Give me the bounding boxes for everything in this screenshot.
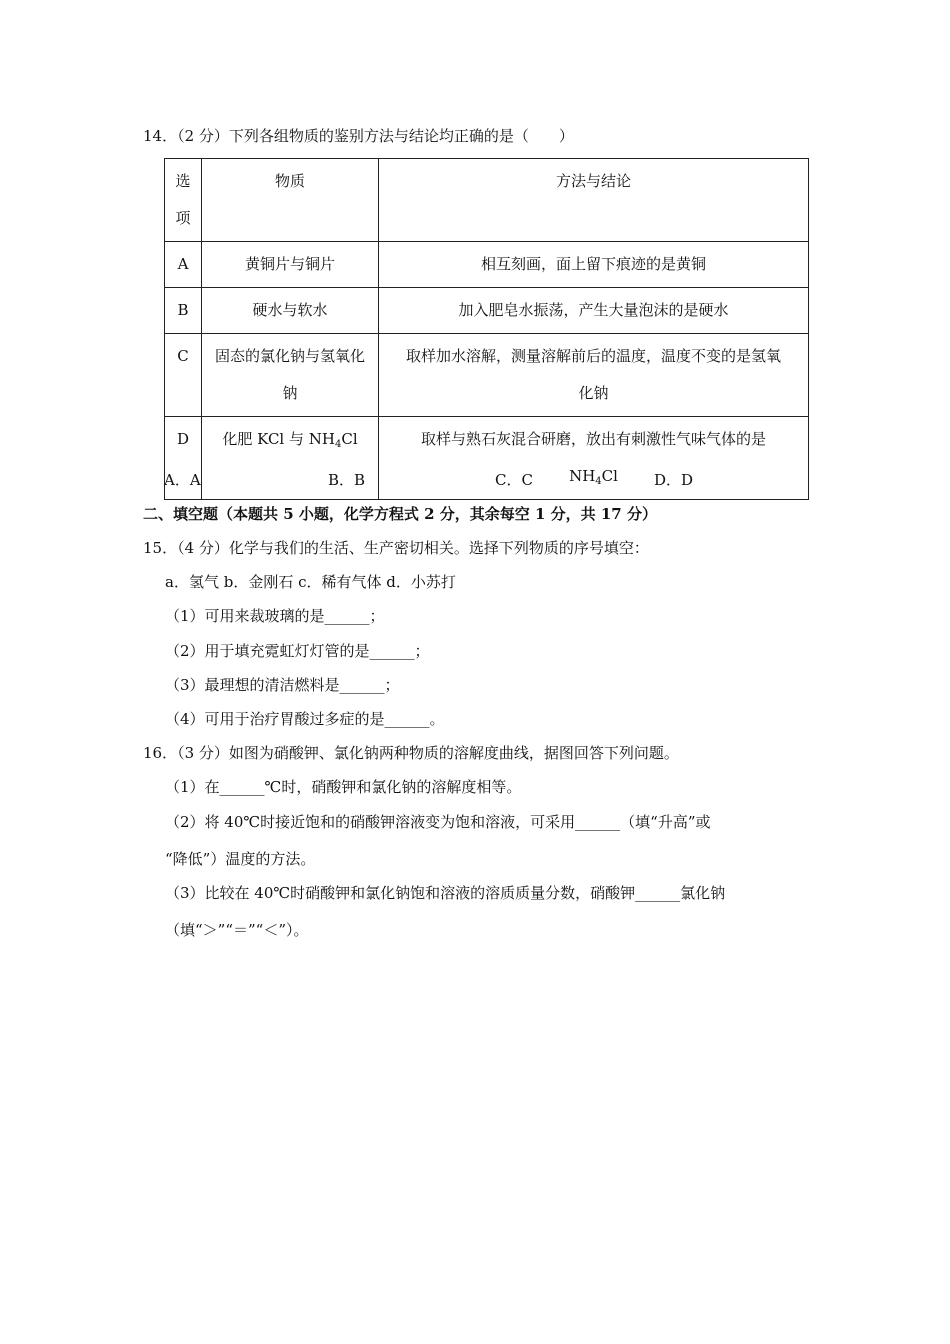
header-option <box>165 159 202 242</box>
formula-text: NH <box>569 467 596 485</box>
q15-item-4: （4）可用于治疗胃酸过多症的是______。 <box>165 710 445 728</box>
q16-stem: 16．（3 分）如图为硝酸钾、氯化钠两种物质的溶解度曲线，据图回答下列问题。 <box>143 744 679 762</box>
header-option-line2: 项 <box>175 209 191 227</box>
row-method-line2: 化钠 <box>578 384 609 402</box>
row-material-text-end: Cl <box>341 430 358 448</box>
table-row <box>165 334 809 417</box>
row-method: 加入肥皂水振荡，产生大量泡沫的是硬水 <box>379 288 809 334</box>
q16-item-2-line2: “降低”）温度的方法。 <box>165 850 316 868</box>
header-material-text: 物质 <box>274 172 305 190</box>
header-option-line1: 选 <box>175 172 191 190</box>
choice-d[interactable]: D．D <box>654 471 694 489</box>
q14-table <box>164 158 809 500</box>
row-material: 硬水与软水 <box>202 288 379 334</box>
row-material-line1: 固态的氯化钠与氢氧化 <box>214 347 365 365</box>
subscript: 4 <box>595 476 602 487</box>
row-option: D <box>165 417 202 500</box>
table-header-row <box>165 159 809 242</box>
row-method-line1: 取样与熟石灰混合研磨，放出有刺激性气味气体的是 <box>420 430 766 448</box>
row-option: B <box>165 288 202 334</box>
row-method <box>379 334 809 417</box>
q16-item-2-line1: （2）将 40℃时接近饱和的硝酸钾溶液变为饱和溶液，可采用______（填“升高”或 <box>165 813 711 831</box>
q14-stem: 14．（2 分）下列各组物质的鉴别方法与结论均正确的是（ ） <box>143 127 574 145</box>
header-method-text: 方法与结论 <box>555 172 631 190</box>
q15-stem: 15．（4 分）化学与我们的生活、生产密切相关。选择下列物质的序号填空： <box>143 539 649 557</box>
header-material <box>202 159 379 242</box>
row-method-line1: 取样加水溶解，测量溶解前后的温度，温度不变的是氢氧 <box>405 347 781 365</box>
q16-item-3-line2: （填“＞”“＝”“＜”）。 <box>165 921 309 939</box>
choice-b[interactable]: B．B <box>328 471 366 489</box>
row-material-line2: 钠 <box>282 384 298 402</box>
row-material-text: 化肥 KCl 与 NH <box>222 430 335 448</box>
q15-item-3: （3）最理想的清洁燃料是______； <box>165 676 400 694</box>
formula-text-end: Cl <box>601 467 618 485</box>
header-method <box>379 159 809 242</box>
choice-a[interactable]: A．A <box>164 471 201 489</box>
row-option: A <box>165 242 202 288</box>
row-material: 黄铜片与铜片 <box>202 242 379 288</box>
choice-c[interactable]: C．C <box>495 471 533 489</box>
row-option: C <box>165 334 202 417</box>
row-method: 相互刻画，面上留下痕迹的是黄铜 <box>379 242 809 288</box>
subscript: 4 <box>334 439 342 450</box>
q15-item-2: （2）用于填充霓虹灯灯管的是______； <box>165 642 430 660</box>
q15-item-1: （1）可用来裁玻璃的是______； <box>165 607 385 625</box>
q15-options: a．氢气 b．金刚石 c．稀有气体 d．小苏打 <box>165 573 456 591</box>
table-row <box>165 242 809 288</box>
table-row <box>165 288 809 334</box>
q14-choices <box>164 470 809 490</box>
q16-item-1: （1）在______℃时，硝酸钾和氯化钠的溶解度相等。 <box>165 778 522 796</box>
q16-item-3-line1: （3）比较在 40℃时硝酸钾和氯化钠饱和溶液的溶质质量分数，硝酸钾______氯化钠 <box>165 884 726 902</box>
section-title: 二、填空题（本题共 5 小题，化学方程式 2 分，其余每空 1 分，共 17 分） <box>143 505 657 523</box>
row-material <box>202 334 379 417</box>
